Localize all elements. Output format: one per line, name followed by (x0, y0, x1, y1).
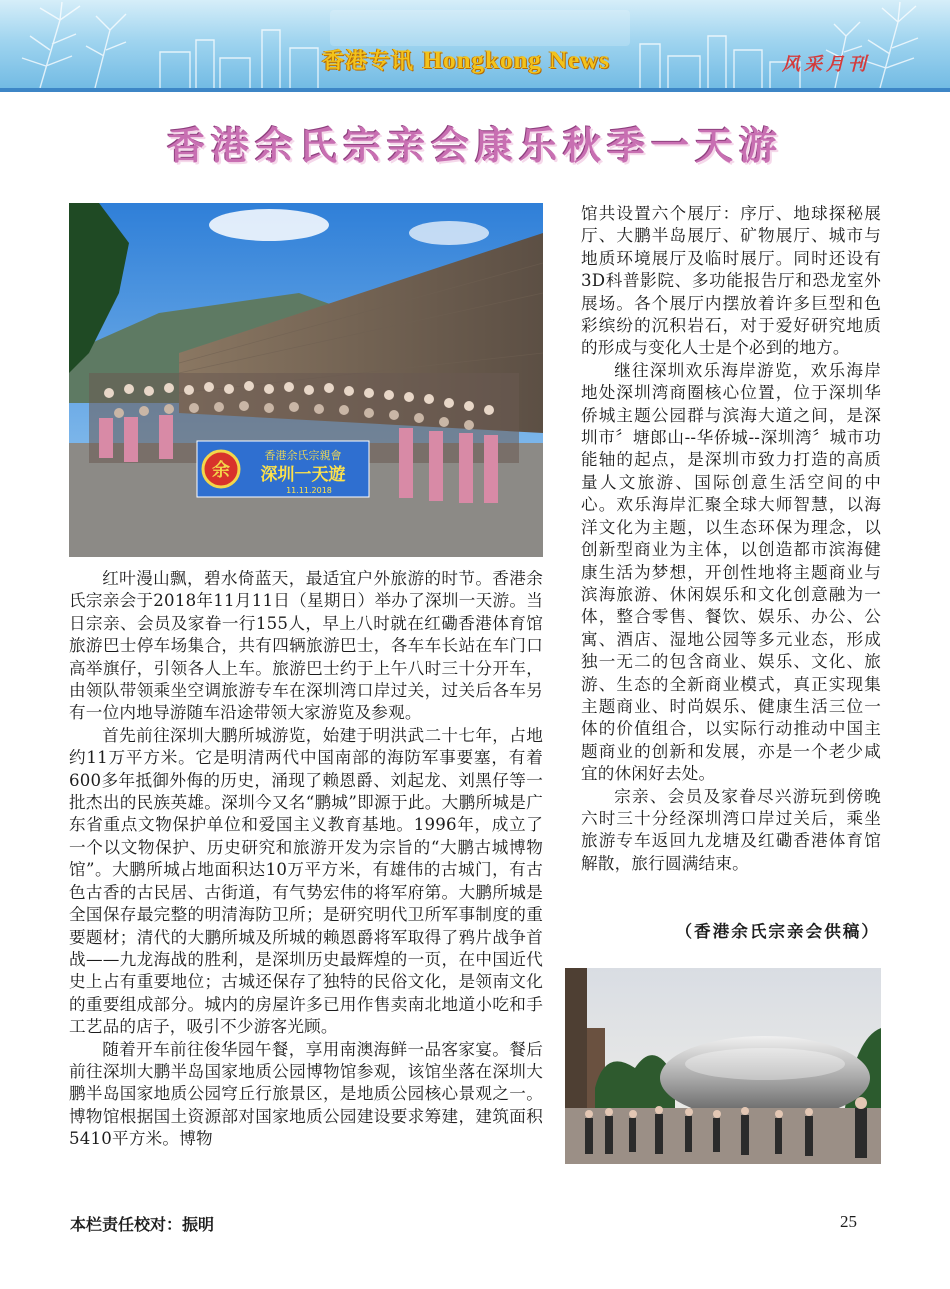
section-title (322, 46, 610, 76)
paragraph: 随着开车前往俊华园午餐，享用南澳海鲜一品客家宴。餐后前往深圳大鹏半岛国家地质公园博物馆参观，该馆坐落在深圳大鹏半岛国家地质公园穹丘行旅景区，是地质公园核心景观之一。博物馆根据国土资源部对国家地质公园建设要求筹建，建筑面积5410平方米。博物 (69, 1039, 543, 1149)
page-number: 25 (840, 1212, 857, 1231)
banner-date: 11.11.2018 (286, 486, 332, 495)
article-title: 香港余氏宗亲会康乐秋季一天游 (166, 124, 783, 168)
banner-line1: 香港余氏宗親會 (264, 449, 342, 462)
paragraph: 宗亲、会员及家眷尽兴游玩到傍晚六时三十分经深圳湾口岸过关后，乘坐旅游专车返回九龙塘及红磡香港体育馆解散，旅行圆满结束。 (581, 786, 881, 873)
paragraph: 红叶漫山飘，碧水倚蓝天，最适宜户外旅游的时节。香港余氏宗亲会于2018年11月11日（星期日）举办了深圳一天游。当日宗亲、会员及家眷一行155人，早上八时就在红磡香港体育馆旅游巴士停车场集合，共有四辆旅游巴士，各车车长站在车门口高举旗仔，引领各人上车。旅游巴士约于上午八时三十分开车，由领队带领乘坐空调旅游专车在深圳湾口岸过关，过关后各车另有一位内地导游随车沿途带领大家游览及参观。 (69, 569, 543, 723)
proofreader-note: 本栏责任校对：振明 (70, 1215, 215, 1234)
section-title-cn: 香港专讯 (322, 48, 415, 74)
paragraph: 继往深圳欢乐海岸游览，欢乐海岸地处深圳湾商圈核心位置，位于深圳华侨城主题公园群与滨海大道之间，是深圳市〞塘郎山--华侨城--深圳湾〞城市功能轴的起点，是深圳市致力打造的高质量人文旅游、国际创意生活空间的中心。欢乐海岸汇聚全球大师智慧，以海洋文化为主题，以生态环保为理念，以创新型商业为主体，以创造都市滨海健康生活为梦想，开创性地将主题商业与滨海旅游、休闲娱乐和文化创意融为一体，整合零售、餐饮、娱乐、办公、公寓、酒店、湿地公园等多元业态，形成独一无二的包含商业、娱乐、文化、旅游、生态的全新商业模式，真正实现集主题商业、时尚娱乐、健康生活三位一体的价值组合，以实际行动推动中国主题商业的创新和发展，亦是一个老少咸宜的休闲好去处。 (581, 360, 881, 784)
paragraph: 首先前往深圳大鹏所城游览，始建于明洪武二十七年，占地约11万平方米。它是明清两代中国南部的海防军事要塞，有着600多年抵御外侮的历史，涌现了赖恩爵、刘起龙、刘黑仔等一批杰出的民族英雄。深圳今又名“鹏城”即源于此。大鹏所城是广东省重点文物保护单位和爱国主义教育基地。1996年，成立了一个以文物保护、历史研究和旅游开发为宗旨的“大鹏古城博物馆”。大鹏所城占地面积达10万平方米，有雄伟的古城门，有古色古香的古民居、古街道，有气势宏伟的将军府第。大鹏所城是全国保存最完整的明清海防卫所；是研究明代卫所军事制度的重要题材；清代的大鹏所城及所城的赖恩爵将军取得了鸦片战争首战——九龙海战的胜利，是深圳历史最辉煌的一页，在中国近代史上占有重要地位；古城还保存了独特的民俗文化，是领南文化的重要组成部分。城内的房屋许多已用作售卖南北地道小吃和手工艺品的店子，吸引不少游客光顾。 (69, 725, 543, 1037)
group-banner (197, 441, 369, 497)
banner-line2: 深圳一天遊 (260, 465, 346, 485)
section-title-en: Hongkong News (422, 47, 611, 74)
magazine-name: 风采月刊 (782, 54, 870, 75)
article-column-right (581, 203, 881, 913)
article-column-left (69, 568, 543, 1184)
banner-emblem: 余 (212, 460, 230, 481)
magazine-header (0, 0, 950, 92)
paragraph: 馆共设置六个展厅：序厅、地球探秘展厅、大鹏半岛展厅、矿物展厅、城市与地质环境展厅及临时展厅。同时还设有3D科普影院、多功能报告厅和恐龙室外展场。各个展厅内摆放着许多巨型和色彩缤纷的沉积岩石，对于爱好研究地质的形成与变化人士是个必到的地方。 (581, 204, 881, 358)
harbour-photo (565, 968, 881, 1164)
header-divider (0, 88, 950, 92)
group-photo (69, 203, 543, 557)
article-credit: （香港余氏宗亲会供稿） (675, 922, 880, 941)
